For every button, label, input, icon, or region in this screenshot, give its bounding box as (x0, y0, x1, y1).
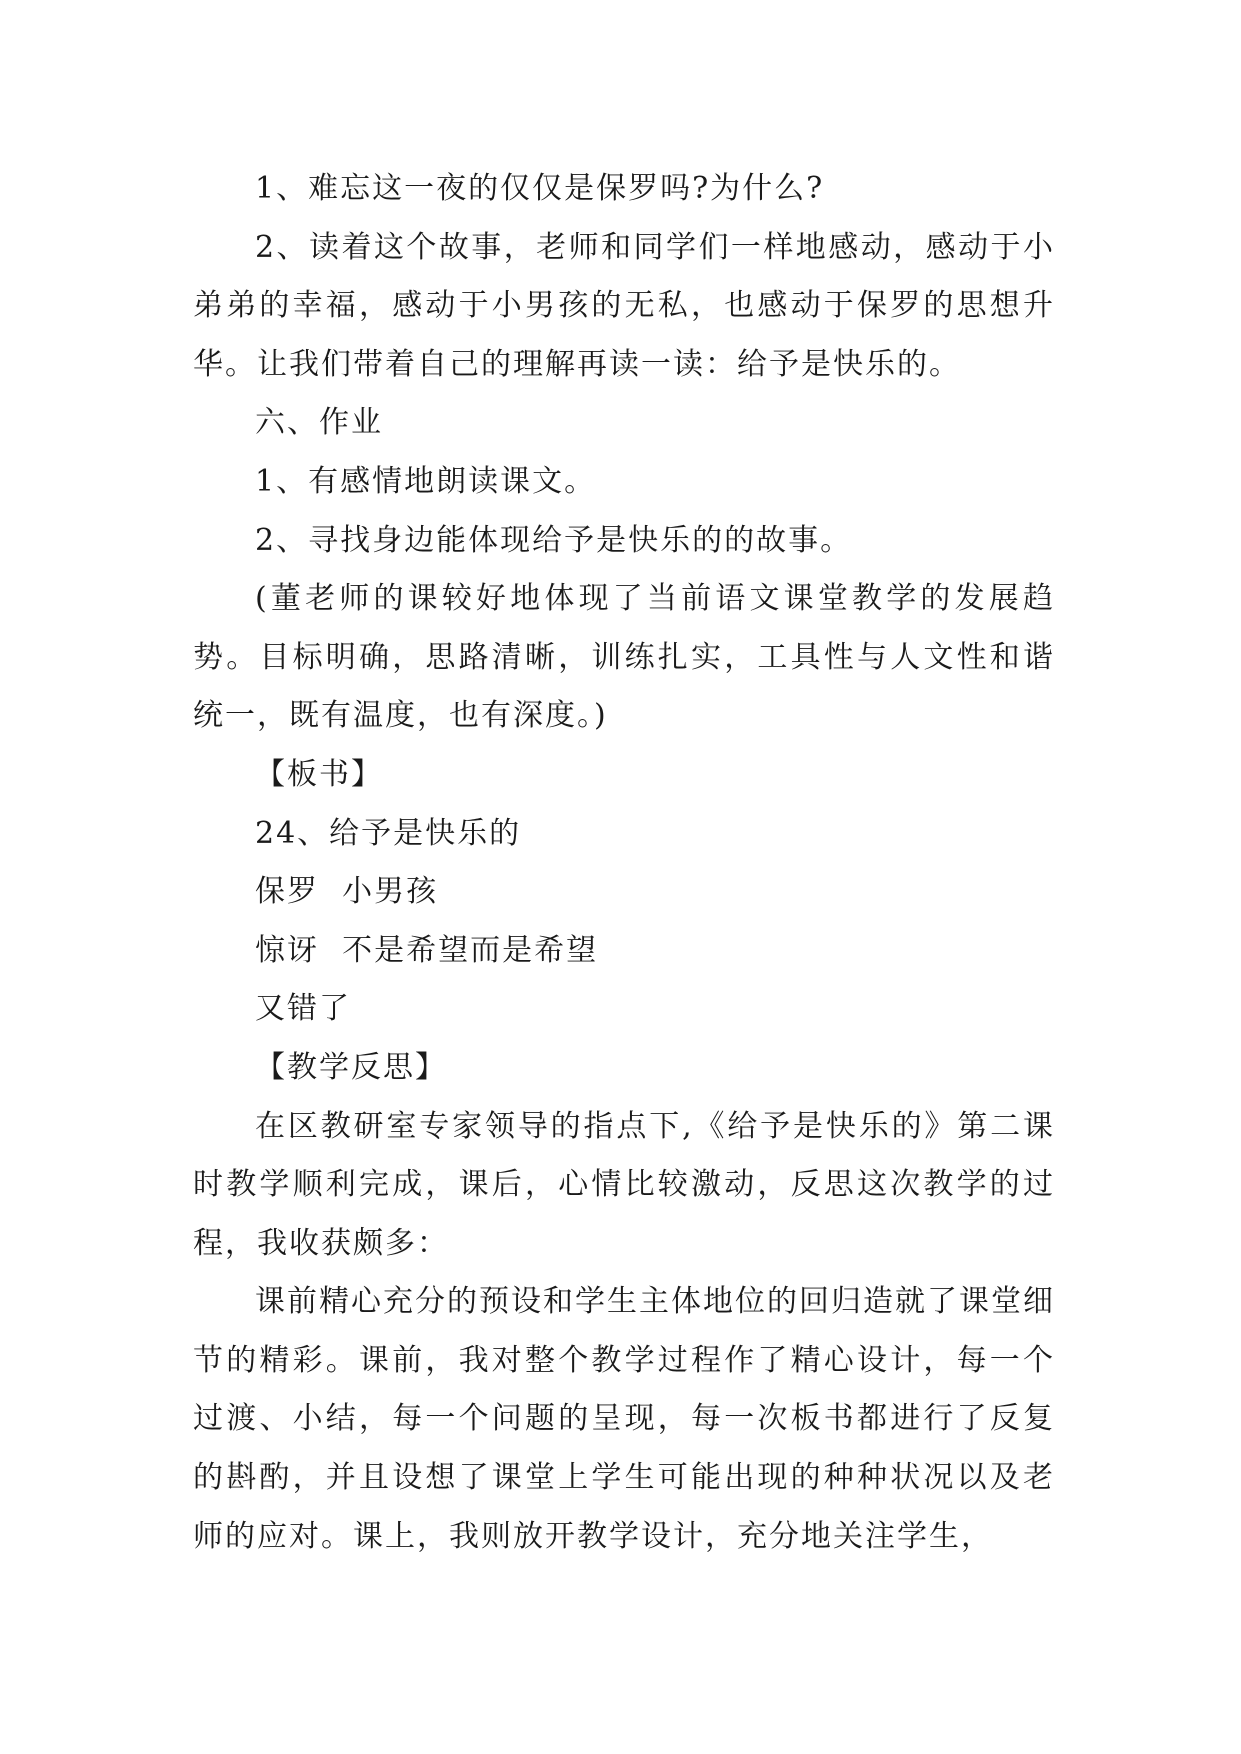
heading-reflection: 【教学反思】 (255, 1049, 447, 1085)
heading-blackboard: 【板书】 (255, 756, 383, 792)
paragraph-question-1: 1、难忘这一夜的仅仅是保罗吗?为什么? (255, 171, 825, 206)
document-body (193, 160, 1055, 1566)
blackboard-line-4: 又错了 (255, 991, 351, 1027)
paragraph-question-2: 2、读着这个故事，老师和同学们一样地感动，感动于小弟弟的幸福，感动于小男孩的无私，也感动于保罗的思想升华。让我们带着自己的理解再读一读：给予是快乐的。 (193, 229, 1055, 382)
heading-homework: 六、作业 (255, 405, 383, 441)
paragraph-reflection-2: 课前精心充分的预设和学生主体地位的回归造就了课堂细节的精彩。课前，我对整个教学过程作了精心设计，每一个过渡、小结，每一个问题的呈现，每一次板书都进行了反复的斟酌，并且设想了课堂上学生可能出现的种种状况以及老师的应对。课上，我则放开教学设计，充分地关注学生， (193, 1284, 1055, 1554)
paragraph-reflection-1: 在区教研室专家领导的指点下,《给予是快乐的》第二课时教学顺利完成，课后，心情比较激动，反思这次教学的过程，我收获颇多： (193, 1108, 1055, 1261)
homework-item-2: 2、寻找身边能体现给予是快乐的的故事。 (255, 522, 853, 558)
blackboard-line-1: 24、给予是快乐的 (255, 815, 522, 851)
blackboard-line-3: 惊讶 不是希望而是希望 (255, 932, 599, 968)
homework-item-1: 1、有感情地朗读课文。 (255, 463, 597, 499)
paragraph-commentary: (董老师的课较好地体现了当前语文课堂教学的发展趋势。目标明确，思路清晰，训练扎实，工具性与人文性和谐统一，既有温度，也有深度。) (193, 581, 1055, 734)
blackboard-line-2: 保罗 小男孩 (255, 874, 439, 910)
